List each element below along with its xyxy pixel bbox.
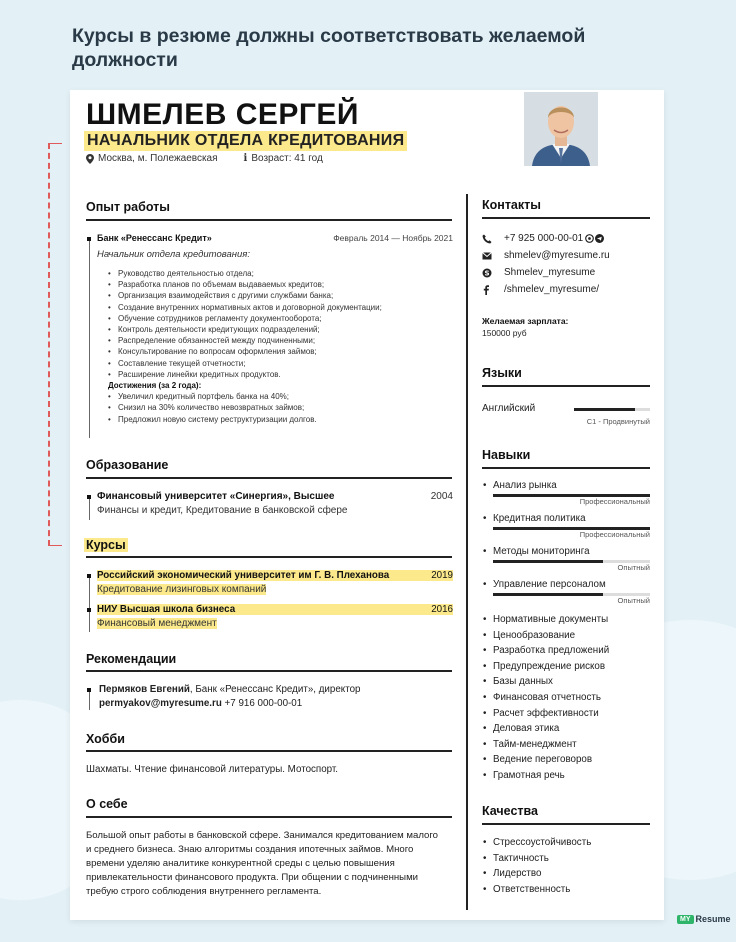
svg-text:S: S — [484, 269, 490, 277]
timeline-dot — [87, 495, 91, 499]
course-name: Кредитование лизинговых компаний — [97, 584, 267, 595]
logo-text: Resume — [695, 914, 731, 924]
languages-heading: Языки — [482, 366, 522, 380]
education-entry — [97, 491, 453, 516]
skill-item: • Базы данных — [482, 674, 650, 690]
duty-item: • Организация взаимодействия с другими службами банка; — [106, 290, 446, 301]
course-entry — [97, 570, 453, 595]
guide-dashed-line — [48, 143, 50, 546]
timeline-line — [89, 240, 90, 438]
section-rule — [482, 823, 650, 825]
duties-list — [106, 268, 446, 380]
column-divider — [466, 194, 468, 910]
skill-level: Профессиональный — [579, 530, 650, 539]
language-name: Английский — [482, 403, 536, 414]
about-heading: О себе — [86, 797, 128, 811]
candidate-name: ШМЕЛЕВ СЕРГЕЙ — [86, 98, 359, 131]
achievement-item: • Увеличил кредитный портфель банка на 40%; — [106, 391, 446, 402]
facebook-icon — [482, 285, 490, 295]
achievements-title: Достижения (за 2 года): — [108, 381, 202, 391]
skill-item: • Предупреждение рисков — [482, 659, 650, 675]
section-rule — [482, 467, 650, 469]
hobby-heading: Хобби — [86, 732, 125, 746]
courses-heading: Курсы — [86, 538, 126, 552]
headline: Курсы в резюме должны соответствовать желаемой должности — [72, 25, 586, 71]
hobby-text: Шахматы. Чтение финансовой литературы. Мотоспорт. — [86, 764, 339, 775]
recommendation-entry — [99, 684, 455, 709]
candidate-meta — [86, 153, 323, 164]
course-name: Финансовый менеджмент — [97, 618, 217, 629]
contact-facebook-row[interactable] — [482, 281, 650, 298]
job-duties — [106, 268, 446, 425]
duty-item: • Консультирование по вопросам оформления займов; — [106, 346, 446, 357]
section-rule — [86, 670, 452, 672]
skill-item: • Финансовая отчетность — [482, 690, 650, 706]
location-text: Москва, м. Полежаевская — [98, 153, 218, 164]
rated-skill: • Кредитная политика Профессиональный — [483, 513, 650, 539]
skill-level: Опытный — [617, 596, 650, 605]
guide-marker — [48, 545, 62, 546]
skype-icon — [482, 268, 492, 278]
timeline-line — [89, 498, 90, 520]
duty-item: • Расширение линейки кредитных продуктов. — [106, 369, 446, 380]
skill-item: • Разработка предложений — [482, 643, 650, 659]
section-rule — [86, 750, 452, 752]
duty-item: • Обучение сотрудников регламенту документооборота; — [106, 313, 446, 324]
skills-heading: Навыки — [482, 448, 531, 462]
job-header — [97, 233, 453, 243]
skill-name: Управление персоналом — [493, 579, 606, 590]
duty-item: • Контроль деятельности кредитующих подразделений; — [106, 324, 446, 335]
skill-item: • Ведение переговоров — [482, 752, 650, 768]
skill-name: Анализ рынка — [493, 480, 557, 491]
skill-item: • Расчет эффективности — [482, 706, 650, 722]
quality-item: • Лидерство — [482, 866, 650, 882]
logo-prefix: MY — [677, 915, 694, 924]
contact-phone-row[interactable] — [482, 230, 650, 247]
location-pin-icon — [86, 154, 94, 164]
info-icon: i — [243, 153, 248, 164]
salary-label: Желаемая зарплата: — [482, 316, 569, 326]
achievement-item: • Предложил новую систему реструктуризации долгов. — [106, 414, 446, 425]
section-rule — [482, 385, 650, 387]
quality-item: • Ответственность — [482, 882, 650, 898]
contacts-list — [482, 230, 650, 298]
quality-item: • Тактичность — [482, 851, 650, 867]
company-name: Банк «Ренессанс Кредит» — [97, 233, 212, 243]
duty-item: • Руководство деятельностью отдела; — [106, 268, 446, 279]
course-org: Российский экономический университет им Г. В. Плеханова — [97, 570, 390, 581]
skill-name: Кредитная политика — [493, 513, 586, 524]
contact-email-row[interactable] — [482, 247, 650, 264]
job-role: Начальник отдела кредитования: — [97, 249, 251, 260]
course-year: 2016 — [431, 604, 453, 615]
duty-item: • Разработка планов по объемам выдаваемых кредитов; — [106, 279, 446, 290]
mail-icon — [482, 252, 492, 260]
contact-phone: +7 925 000-00-01 — [504, 233, 584, 244]
achievements-list — [106, 391, 446, 425]
section-rule — [86, 556, 452, 558]
guide-marker — [48, 143, 62, 144]
rated-skill: • Анализ рынка Профессиональный — [483, 480, 650, 506]
recommender-email[interactable]: permyakov@myresume.ru — [99, 698, 222, 709]
whatsapp-icon — [585, 234, 594, 243]
contact-skype: Shmelev_myresume — [504, 267, 596, 278]
section-rule — [86, 219, 452, 221]
recommender-phone: +7 916 000-00-01 — [221, 698, 303, 709]
duty-item: • Составление текущей отчетности; — [106, 358, 446, 369]
timeline-dot — [87, 237, 91, 241]
recommender-details: , Банк «Ренессанс Кредит», директор — [189, 684, 361, 695]
timeline-dot — [87, 688, 91, 692]
phone-icon — [482, 234, 492, 244]
education-school: Финансовый университет «Синергия», Высшее — [97, 491, 335, 502]
desired-position: НАЧАЛЬНИК ОТДЕЛА КРЕДИТОВАНИЯ — [84, 131, 407, 151]
skill-item: • Деловая этика — [482, 721, 650, 737]
language-level-bar — [574, 408, 635, 411]
about-text: Большой опыт работы в банковской сфере. Занимался кредитованием малого и среднего бизнеса. Знаю алгоритмы создания ипотечных займов. Много времени уделяю аналитике конкурентной среды с целью повышения привлекательности финансового продукта. При общении с подчиненными требую строго соблюдения внутреннего регламента. — [86, 830, 438, 897]
telegram-icon — [595, 234, 604, 243]
rated-skill: • Управление персоналом Опытный — [483, 579, 650, 605]
achievement-item: • Снизил на 30% количество невозвратных займов; — [106, 402, 446, 413]
skill-item: • Грамотная речь — [482, 768, 650, 784]
recommender-name: Пермяков Евгений — [99, 684, 190, 695]
contact-skype-row[interactable] — [482, 264, 650, 281]
contacts-heading: Контакты — [482, 198, 541, 212]
duty-item: • Создание внутренних нормативных актов и договорной документации; — [106, 302, 446, 313]
education-heading: Образование — [86, 458, 169, 472]
section-rule — [86, 816, 452, 818]
salary-value: 150000 руб — [482, 328, 527, 338]
section-rule — [482, 217, 650, 219]
qualities-heading: Качества — [482, 804, 539, 818]
recommendations-heading: Рекомендации — [86, 652, 177, 666]
duty-item: • Распределение обязанностей между подчиненными; — [106, 335, 446, 346]
profile-photo — [524, 92, 598, 166]
skill-item: • Тайм-менеджмент — [482, 737, 650, 753]
timeline-dot — [87, 608, 91, 612]
job-period: Февраль 2014 — Ноябрь 2021 — [333, 233, 453, 243]
contact-email: shmelev@myresume.ru — [504, 250, 610, 261]
language-level: C1 - Продвинутый — [586, 417, 650, 426]
resume-page — [70, 90, 664, 920]
rated-skill: • Методы мониторинга Опытный — [483, 546, 650, 572]
education-field: Финансы и кредит, Кредитование в банковской сфере — [97, 505, 348, 516]
skill-level: Опытный — [617, 563, 650, 572]
experience-heading: Опыт работы — [86, 200, 170, 214]
qualities-list — [482, 835, 650, 897]
brand-logo — [677, 914, 731, 924]
timeline-line — [89, 574, 90, 632]
section-rule — [86, 477, 452, 479]
age-text: Возраст: 41 год — [251, 153, 323, 164]
course-org: НИУ Высшая школа бизнеса — [97, 604, 236, 615]
skill-level: Профессиональный — [579, 497, 650, 506]
contact-facebook: /shmelev_myresume/ — [504, 284, 600, 295]
timeline-dot — [87, 574, 91, 578]
skill-item: • Ценообразование — [482, 628, 650, 644]
rated-skills — [482, 480, 650, 612]
language-level-track — [574, 408, 650, 411]
course-entry — [97, 604, 453, 629]
skill-name: Методы мониторинга — [493, 546, 590, 557]
skill-item: • Нормативные документы — [482, 612, 650, 628]
quality-item: • Стрессоустойчивость — [482, 835, 650, 851]
education-year: 2004 — [430, 491, 453, 502]
skills-list — [482, 612, 650, 784]
course-year: 2019 — [431, 570, 453, 581]
